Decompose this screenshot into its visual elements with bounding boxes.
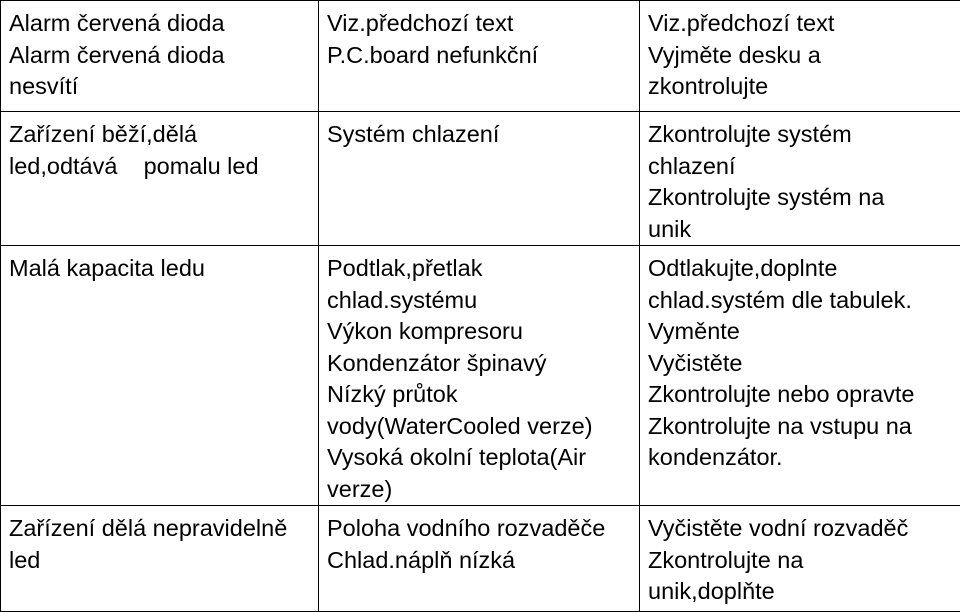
cell-line: Zkontrolujte systém <box>648 119 954 151</box>
cell-line: Systém chlazení <box>327 119 633 151</box>
cell-line: chlad.systém dle tabulek. <box>648 285 954 317</box>
cell-line: led <box>9 545 312 577</box>
cell-line: led,odtává pomalu led <box>9 151 312 183</box>
cell-line: Kondenzátor špinavý <box>327 348 633 380</box>
symptom-cell <box>1 246 319 506</box>
cell-line: Malá kapacita ledu <box>9 253 312 285</box>
cell-line: Výkon kompresoru <box>327 316 633 348</box>
cell-line: Alarm červená dioda <box>9 8 312 40</box>
cell-line: Odtlakujte,doplnte <box>648 253 954 285</box>
cause-cell <box>319 246 640 506</box>
cell-line: Alarm červená dioda <box>9 40 312 72</box>
cell-line: chlad.systému <box>327 285 633 317</box>
cell-line: Vyměnte <box>648 316 954 348</box>
remedy-cell <box>640 246 960 506</box>
cell-line: zkontrolujte <box>648 71 954 103</box>
cell-line: unik,doplňte <box>648 576 954 608</box>
remedy-cell <box>640 506 960 612</box>
cause-cell <box>319 112 640 246</box>
cell-line: Nízký průtok <box>327 379 633 411</box>
cell-line: Chlad.náplň nízká <box>327 545 633 577</box>
cell-line: Zkontrolujte nebo opravte <box>648 379 954 411</box>
cell-line: verze) <box>327 474 633 506</box>
cell-line: Poloha vodního rozvaděče <box>327 513 633 545</box>
cell-line: nesvítí <box>9 71 312 103</box>
table-row <box>1 1 960 112</box>
symptom-cell <box>1 1 319 112</box>
cell-line: Vyčistěte <box>648 348 954 380</box>
cell-line: Podtlak,přetlak <box>327 253 633 285</box>
cell-line: Vyčistěte vodní rozvaděč <box>648 513 954 545</box>
table-row <box>1 112 960 246</box>
symptom-cell <box>1 506 319 612</box>
cell-line: Zařízení běží,dělá <box>9 119 312 151</box>
cell-line: kondenzátor. <box>648 442 954 474</box>
cell-line: Zkontrolujte na <box>648 545 954 577</box>
cell-line: Zkontrolujte systém na <box>648 182 954 214</box>
cell-line: Vysoká okolní teplota(Air <box>327 442 633 474</box>
cause-cell <box>319 1 640 112</box>
cell-line: Zařízení dělá nepravidelně <box>9 513 312 545</box>
cause-cell <box>319 506 640 612</box>
cell-line: Zkontrolujte na vstupu na <box>648 411 954 443</box>
table-row <box>1 506 960 612</box>
cell-line: vody(WaterCooled verze) <box>327 411 633 443</box>
table-row <box>1 246 960 506</box>
cell-line: Viz.předchozí text <box>327 8 633 40</box>
symptom-cell <box>1 112 319 246</box>
cell-line: Viz.předchozí text <box>648 8 954 40</box>
cell-line: Vyjměte desku a <box>648 40 954 72</box>
cell-line: P.C.board nefunkční <box>327 40 633 72</box>
cell-line: chlazení <box>648 151 954 183</box>
cell-line: unik <box>648 214 954 246</box>
remedy-cell <box>640 1 960 112</box>
remedy-cell <box>640 112 960 246</box>
